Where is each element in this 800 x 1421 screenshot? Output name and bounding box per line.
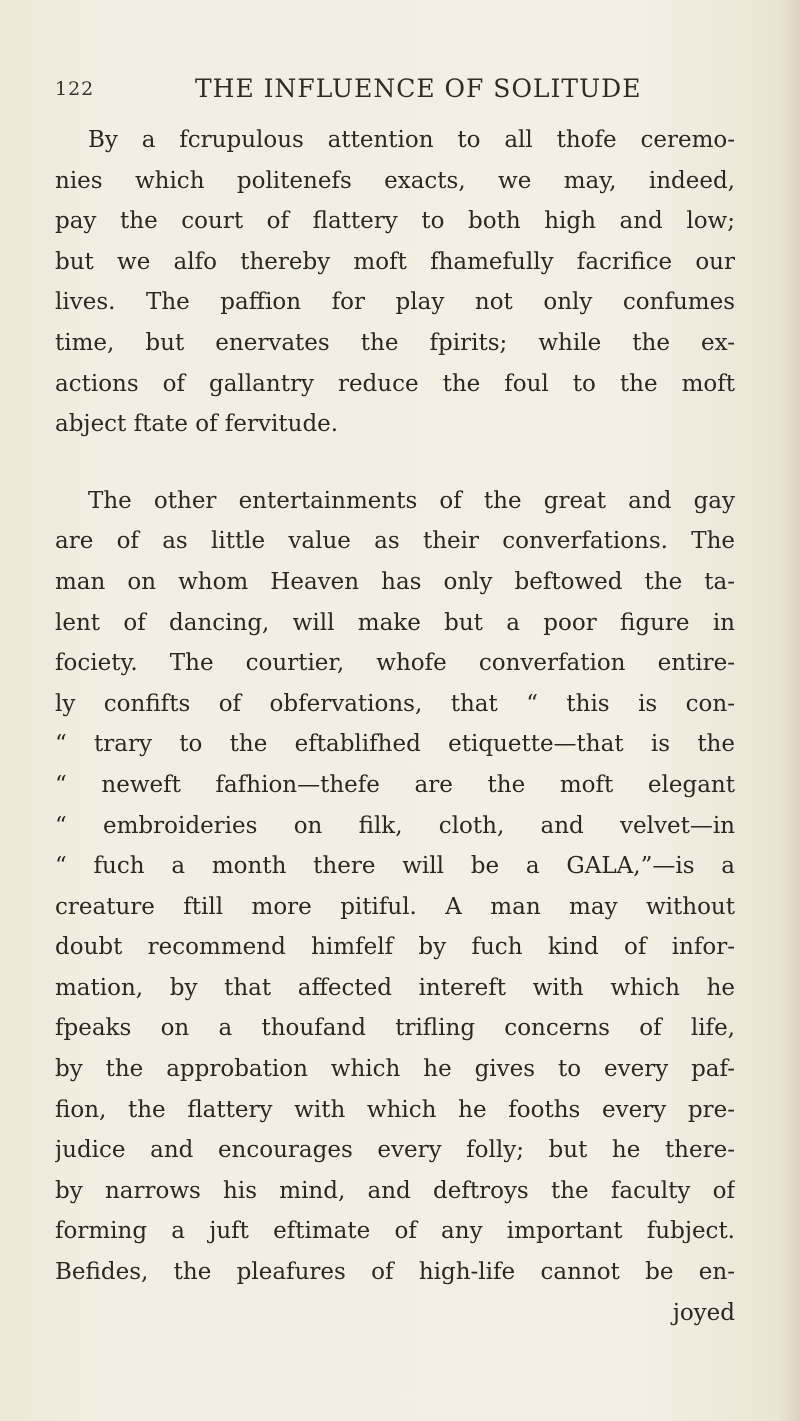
text-line: are of as little value as their converfations. The (55, 528, 735, 555)
text-line: man on whom Heaven has only beftowed the ta- (55, 568, 735, 595)
text-line: fociety. The courtier, whofe converfation entire- (55, 650, 735, 677)
text-line: “ embroideries on filk, cloth, and velvet—in (55, 812, 735, 839)
text-line: lent of dancing, will make but a poor figure in (55, 609, 735, 636)
paragraph-1 (55, 120, 735, 445)
page-header (55, 74, 735, 118)
text-line: pay the court of flattery to both high and low; (55, 208, 735, 235)
text-line: lives. The paffion for play not only confumes (55, 289, 735, 316)
page-edge-shadow (778, 0, 800, 1421)
running-head: THE INFLUENCE OF SOLITUDE (195, 74, 642, 103)
paragraph-2 (55, 481, 735, 1333)
text-line: but we alfo thereby moft fhamefully facrifice our (55, 248, 735, 275)
text-line: forming a juft eftimate of any important fubject. (55, 1218, 735, 1245)
text-line: by narrows his mind, and deftroys the faculty of (55, 1177, 735, 1204)
text-line: time, but enervates the fpirits; while the ex- (55, 329, 735, 356)
catchword: joyed (672, 1299, 735, 1326)
text-line: fpeaks on a thoufand trifling concerns of life, (55, 1015, 735, 1042)
text-line: Befides, the pleafures of high-life cannot be en- (55, 1259, 735, 1286)
text-line: abject ftate of fervitude. (55, 411, 339, 438)
text-line: nies which politenefs exacts, we may, indeed, (55, 167, 735, 194)
text-line: judice and encourages every folly; but he there- (55, 1137, 735, 1164)
text-line: mation, by that affected intereft with which he (55, 974, 735, 1001)
body-text (55, 120, 735, 1333)
text-line: creature ftill more pitiful. A man may without (55, 893, 735, 920)
page-number: 122 (55, 78, 95, 100)
text-line: doubt recommend himfelf by fuch kind of infor- (55, 934, 735, 961)
text-line: fion, the flattery with which he fooths every pre- (55, 1096, 735, 1123)
text-line: “ neweft fafhion—thefe are the moft elegant (55, 771, 735, 798)
text-line: “ fuch a month there will be a GALA,”—is a (55, 853, 735, 880)
text-line: ly confifts of obfervations, that “ this is con- (55, 690, 735, 717)
text-line: actions of gallantry reduce the foul to the moft (55, 370, 735, 397)
text-line: By a fcrupulous attention to all thofe ceremo- (88, 127, 735, 153)
text-line: The other entertainments of the great and gay (88, 487, 735, 514)
text-line: by the approbation which he gives to every paf- (55, 1056, 735, 1083)
text-line: “ trary to the eftablifhed etiquette—that is the (55, 731, 735, 758)
